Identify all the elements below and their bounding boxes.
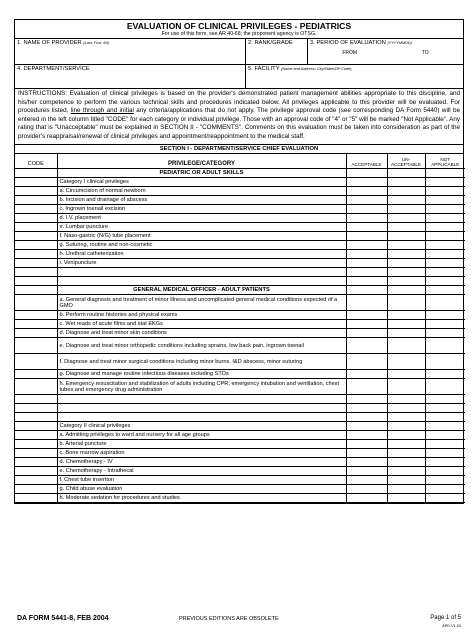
acceptable-cell[interactable] [346,311,387,320]
privilege-row [15,178,465,187]
form-subtitle: For use of this form, see AR 40-68; the proponent agency is OTSG. [15,31,463,39]
unacceptable-cell[interactable] [387,458,425,467]
privilege-row [15,214,465,223]
form-id: DA FORM 5441-8, FEB 2004 [17,615,109,622]
privilege-cell: b. Perform routine histories and physical exams [57,311,346,320]
not-applicable-cell[interactable] [425,467,465,476]
acceptable-cell[interactable] [346,485,387,494]
table-header [15,154,465,169]
code-cell[interactable] [15,286,57,295]
code-cell[interactable] [15,422,57,431]
privilege-row [15,458,465,467]
not-applicable-cell[interactable] [425,449,465,458]
privilege-cell [57,413,346,422]
privilege-row [15,268,465,277]
department-label: 4. DEPARTMENT/SERVICE [17,66,90,72]
privilege-cell: a. Admitting privileges to ward and nursery for all age groups [57,431,346,440]
code-cell[interactable] [15,485,57,494]
not-applicable-cell[interactable] [425,494,465,503]
privilege-cell: Category I clinical privileges [57,178,346,187]
privilege-row [15,440,465,449]
privilege-row [15,205,465,214]
privilege-cell: g. Child abuse evaluation [57,485,346,494]
privilege-cell: c. Wet reads of acute films and stat EKGs [57,320,346,329]
acceptable-cell[interactable] [346,467,387,476]
privilege-row [15,422,465,431]
not-applicable-cell[interactable] [425,214,465,223]
privilege-row [15,295,465,311]
acceptable-cell[interactable] [346,277,387,286]
code-cell[interactable] [15,250,57,259]
not-applicable-cell[interactable] [425,205,465,214]
page-number: Page 1 of 5 [430,615,461,621]
header-not-applicable: NOT APPLICABLE [425,154,465,169]
code-cell[interactable] [15,205,57,214]
form-footer [14,615,464,627]
privilege-row [15,320,465,329]
unacceptable-cell[interactable] [387,223,425,232]
code-cell[interactable] [15,338,57,354]
privilege-row [15,259,465,268]
evaluation-form [14,19,464,504]
privilege-row [15,467,465,476]
code-cell[interactable] [15,458,57,467]
acceptable-cell[interactable] [346,169,387,178]
not-applicable-cell[interactable] [425,413,465,422]
acceptable-cell[interactable] [346,354,387,370]
not-applicable-cell[interactable] [425,320,465,329]
code-cell[interactable] [15,431,57,440]
not-applicable-cell[interactable] [425,440,465,449]
header-code: CODE [15,154,57,169]
privilege-row [15,370,465,379]
unacceptable-cell[interactable] [387,338,425,354]
not-applicable-cell[interactable] [425,241,465,250]
not-applicable-cell[interactable] [425,395,465,404]
rank-grade-label: 2. RANK/GRADE [248,40,293,46]
privilege-cell: d. Chemotherapy - IV [57,458,346,467]
acceptable-cell[interactable] [346,379,387,395]
not-applicable-cell[interactable] [425,295,465,311]
acceptable-cell[interactable] [346,320,387,329]
code-cell[interactable] [15,467,57,476]
acceptable-cell[interactable] [346,178,387,187]
privilege-cell: PEDIATRIC OR ADULT SKILLS [57,169,346,178]
unacceptable-cell[interactable] [387,370,425,379]
unacceptable-cell[interactable] [387,232,425,241]
privilege-cell: h. Emergency resuscitation and stabilization of adults including CPR, emergency intubation and ventilation, chest tubes and emergency drug administration [57,379,346,395]
privilege-cell: e. Chemotherapy - Intrathecal [57,467,346,476]
unacceptable-cell[interactable] [387,196,425,205]
not-applicable-cell[interactable] [425,431,465,440]
not-applicable-cell[interactable] [425,178,465,187]
privilege-cell: e. Lumbar puncture [57,223,346,232]
not-applicable-cell[interactable] [425,187,465,196]
not-applicable-cell[interactable] [425,422,465,431]
code-cell[interactable] [15,232,57,241]
unacceptable-cell[interactable] [387,241,425,250]
period-hint: (YYYYMMDD) [387,41,412,45]
acceptable-cell[interactable] [346,286,387,295]
header-category: PRIVILEGE/CATEGORY [57,154,346,169]
privilege-row [15,494,465,503]
not-applicable-cell[interactable] [425,338,465,354]
privilege-cell: i. Venipuncture [57,259,346,268]
privilege-row [15,354,465,370]
not-applicable-cell[interactable] [425,370,465,379]
provider-name-label: 1. NAME OF PROVIDER [17,40,82,46]
unacceptable-cell[interactable] [387,295,425,311]
privilege-row [15,232,465,241]
acceptable-cell[interactable] [346,413,387,422]
acceptable-cell[interactable] [346,223,387,232]
privilege-cell: h. Urethral catheterization [57,250,346,259]
department-row [15,65,463,89]
unacceptable-cell[interactable] [387,476,425,485]
privilege-row [15,241,465,250]
unacceptable-cell[interactable] [387,404,425,413]
privilege-cell: d. Diagnose and treat minor skin conditions [57,329,346,338]
code-cell[interactable] [15,214,57,223]
code-cell[interactable] [15,449,57,458]
privilege-row [15,311,465,320]
not-applicable-cell[interactable] [425,169,465,178]
instructions-part1: INSTRUCTIONS: Evaluation of clinical privileges is based on the provider's demonstrated patient management abilities appropriate to this discipline, and his/her competence to perform the various technical skills and procedures indicated below. All privileges applicable to this provider will be evaluated. For procedures listed, [18,90,460,115]
unacceptable-cell[interactable] [387,187,425,196]
acceptable-cell[interactable] [346,431,387,440]
unacceptable-cell[interactable] [387,329,425,338]
privilege-cell: Category II clinical privileges [57,422,346,431]
rank-grade-field[interactable] [246,39,308,64]
provider-name-field[interactable] [15,39,246,64]
code-cell[interactable] [15,268,57,277]
acceptable-cell[interactable] [346,476,387,485]
privileges-table [15,154,465,504]
privilege-row [15,196,465,205]
privilege-row [15,485,465,494]
not-applicable-cell[interactable] [425,329,465,338]
section1-title: SECTION I - DEPARTMENT/SERVICE CHIEF EVALUATION [15,145,463,154]
unacceptable-cell[interactable] [387,485,425,494]
privilege-cell: h. Moderate sedation for procedures and studies [57,494,346,503]
privilege-row [15,338,465,354]
not-applicable-cell[interactable] [425,286,465,295]
privilege-cell: b. Incision and drainage of abscess [57,196,346,205]
privilege-cell: b. Arterial puncture [57,440,346,449]
privilege-cell: g. Suturing, routine and non-cosmetic [57,241,346,250]
code-cell[interactable] [15,413,57,422]
code-cell[interactable] [15,379,57,395]
not-applicable-cell[interactable] [425,196,465,205]
code-cell[interactable] [15,354,57,370]
form-title: EVALUATION OF CLINICAL PRIVILEGES - PEDIATRICS [126,21,352,31]
period-field[interactable] [308,39,463,64]
acceptable-cell[interactable] [346,241,387,250]
facility-hint: (Name and Address: City/State/ZIP Code) [281,67,352,71]
unacceptable-cell[interactable] [387,259,425,268]
provider-name-hint: (Last, First, MI) [83,41,109,45]
not-applicable-cell[interactable] [425,250,465,259]
code-cell[interactable] [15,196,57,205]
unacceptable-cell[interactable] [387,379,425,395]
acceptable-cell[interactable] [346,440,387,449]
not-applicable-cell[interactable] [425,404,465,413]
acceptable-cell[interactable] [346,187,387,196]
code-cell[interactable] [15,187,57,196]
acceptable-cell[interactable] [346,370,387,379]
from-label: FROM [342,50,358,56]
privilege-row [15,413,465,422]
apd-version: APD V1.00 [442,624,461,628]
privilege-row [15,476,465,485]
unacceptable-cell[interactable] [387,268,425,277]
privilege-cell: c. Bone marrow aspiration [57,449,346,458]
provider-row [15,39,463,65]
unacceptable-cell[interactable] [387,286,425,295]
header-unacceptable: UN- ACCEPTABLE [387,154,425,169]
not-applicable-cell[interactable] [425,485,465,494]
privilege-row [15,250,465,259]
privilege-cell [57,404,346,413]
unacceptable-cell[interactable] [387,449,425,458]
to-label: TO [421,50,429,56]
instructions [15,89,463,145]
unacceptable-cell[interactable] [387,169,425,178]
not-applicable-cell[interactable] [425,223,465,232]
acceptable-cell[interactable] [346,268,387,277]
not-applicable-cell[interactable] [425,277,465,286]
code-cell[interactable] [15,295,57,311]
code-cell[interactable] [15,259,57,268]
privilege-cell: c. Ingrown toenail excision [57,205,346,214]
facility-field[interactable] [246,65,463,88]
not-applicable-cell[interactable] [425,259,465,268]
code-cell[interactable] [15,370,57,379]
privilege-cell [57,268,346,277]
instructions-part2: any criteria/applications that do not apply. The privilege approval code (see corresponding DA Form 5440) will be entered in the left column titled "CODE" for each category or individual privilege. Those with an approval code of "4" or "5" will be marked "Not Applicable". Any rating that is "Unacceptable" must be explained in SECTION II - "COMMENTS". Comments on this evaluation must be taken into consideration as part of the provider's reappraisal/renewal of clinical privileges and appointment/reappointment to the medical staff. [18,107,461,140]
unacceptable-cell[interactable] [387,311,425,320]
privilege-row [15,404,465,413]
unacceptable-cell[interactable] [387,214,425,223]
code-cell[interactable] [15,404,57,413]
not-applicable-cell[interactable] [425,354,465,370]
unacceptable-cell[interactable] [387,467,425,476]
acceptable-cell[interactable] [346,494,387,503]
header-acceptable: ACCEPTABLE [346,154,387,169]
privilege-cell: GENERAL MEDICAL OFFICER - ADULT PATIENTS [57,286,346,295]
privilege-row [15,277,465,286]
code-cell[interactable] [15,223,57,232]
not-applicable-cell[interactable] [425,458,465,467]
period-label: 3. PERIOD OF EVALUATION [310,40,386,46]
acceptable-cell[interactable] [346,404,387,413]
privilege-row [15,395,465,404]
obsolete-notice: PREVIOUS EDITIONS ARE OBSOLETE [179,616,279,622]
acceptable-cell[interactable] [346,196,387,205]
subsection-row [15,286,465,295]
unacceptable-cell[interactable] [387,178,425,187]
privilege-row [15,379,465,395]
code-cell[interactable] [15,329,57,338]
privilege-row [15,431,465,440]
code-cell[interactable] [15,178,57,187]
unacceptable-cell[interactable] [387,395,425,404]
not-applicable-cell[interactable] [425,379,465,395]
privilege-cell [57,277,346,286]
privilege-cell: e. Diagnose and treat minor orthopedic conditions including sprains, low back pain, ingrown toenail [57,338,346,354]
acceptable-cell[interactable] [346,250,387,259]
acceptable-cell[interactable] [346,458,387,467]
not-applicable-cell[interactable] [425,268,465,277]
code-cell[interactable] [15,169,57,178]
privilege-cell: a. General diagnosis and treatment of minor illness and uncomplicated general medical conditions expected of a GMO [57,295,346,311]
unacceptable-cell[interactable] [387,354,425,370]
department-field[interactable] [15,65,246,88]
not-applicable-cell[interactable] [425,232,465,241]
acceptable-cell[interactable] [346,205,387,214]
privilege-cell [57,395,346,404]
unacceptable-cell[interactable] [387,320,425,329]
code-cell[interactable] [15,320,57,329]
privilege-row [15,223,465,232]
acceptable-cell[interactable] [346,259,387,268]
privilege-row [15,329,465,338]
unacceptable-cell[interactable] [387,205,425,214]
unacceptable-cell[interactable] [387,431,425,440]
privilege-cell: a. Circumcision of normal newborn [57,187,346,196]
unacceptable-cell[interactable] [387,440,425,449]
subsection-row [15,169,465,178]
code-cell[interactable] [15,395,57,404]
acceptable-cell[interactable] [346,295,387,311]
acceptable-cell[interactable] [346,329,387,338]
privilege-cell: g. Diagnose and manage routine infectious diseases including STDs [57,370,346,379]
acceptable-cell[interactable] [346,232,387,241]
instructions-underlined: line through and initial [70,107,134,115]
code-cell[interactable] [15,241,57,250]
code-cell[interactable] [15,476,57,485]
code-cell[interactable] [15,311,57,320]
acceptable-cell[interactable] [346,422,387,431]
privilege-cell: f. Naso-gastric (N/G) tube placement [57,232,346,241]
facility-label: 5. FACILITY [248,66,280,72]
unacceptable-cell[interactable] [387,413,425,422]
unacceptable-cell[interactable] [387,250,425,259]
acceptable-cell[interactable] [346,395,387,404]
acceptable-cell[interactable] [346,214,387,223]
privilege-cell: d. I.V. placement [57,214,346,223]
code-cell[interactable] [15,440,57,449]
not-applicable-cell[interactable] [425,311,465,320]
unacceptable-cell[interactable] [387,422,425,431]
privilege-row [15,449,465,458]
privilege-row [15,187,465,196]
unacceptable-cell[interactable] [387,277,425,286]
privilege-cell: f. Diagnose and treat minor surgical conditions including minor burns, I&D abscess, minor suturing [57,354,346,370]
code-cell[interactable] [15,494,57,503]
not-applicable-cell[interactable] [425,476,465,485]
unacceptable-cell[interactable] [387,494,425,503]
code-cell[interactable] [15,277,57,286]
acceptable-cell[interactable] [346,449,387,458]
privilege-cell: f. Chest tube insertion [57,476,346,485]
acceptable-cell[interactable] [346,338,387,354]
